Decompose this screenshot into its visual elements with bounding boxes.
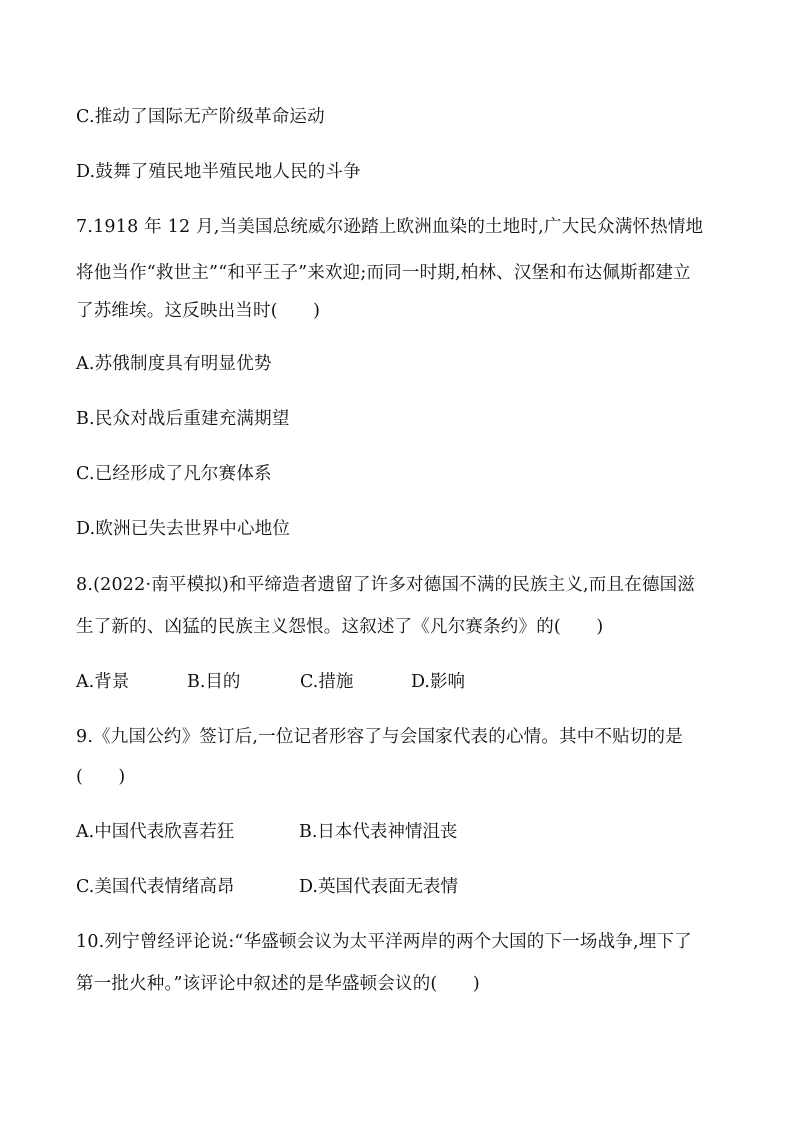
q7-option-a: A.苏俄制度具有明显优势 <box>76 354 272 374</box>
q9-option-c: C.美国代表情绪高昂 <box>76 877 235 897</box>
q7-option-b: B.民众对战后重建充满期望 <box>76 409 290 429</box>
q8-option-a: A.背景 <box>76 672 130 692</box>
q6-option-d: D.鼓舞了殖民地半殖民地人民的斗争 <box>76 162 361 182</box>
q7-option-d: D.欧洲已失去世界中心地位 <box>76 519 291 539</box>
q7-stem-line-3: 了苏维埃。这反映出当时( ) <box>76 301 321 321</box>
q10-stem-line-2: 第一批火种。”该评论中叙述的是华盛顿会议的( ) <box>76 974 480 994</box>
q8-option-d: D.影响 <box>411 672 465 692</box>
q9-option-d: D.英国代表面无表情 <box>299 877 458 897</box>
q9-stem-line-1: 9.《九国公约》签订后,一位记者形容了与会国家代表的心情。其中不贴切的是 <box>76 727 683 747</box>
q9-option-b: B.日本代表神情沮丧 <box>299 822 458 842</box>
q7-stem-line-1: 7.1918 年 12 月,当美国总统威尔逊踏上欧洲血染的土地时,广大民众满怀热情地 <box>76 217 704 237</box>
q9-option-a: A.中国代表欣喜若狂 <box>76 822 235 842</box>
q6-option-c: C.推动了国际无产阶级革命运动 <box>76 107 325 127</box>
q10-stem-line-1: 10.列宁曾经评论说:“华盛顿会议为太平洋两岸的两个大国的下一场战争,埋下了 <box>76 932 692 952</box>
q8-option-b: B.目的 <box>187 672 241 692</box>
q8-stem-line-2: 生了新的、凶猛的民族主义怨恨。这叙述了《凡尔赛条约》的( ) <box>76 617 604 637</box>
q8-option-c: C.措施 <box>300 672 354 692</box>
q7-option-c: C.已经形成了凡尔赛体系 <box>76 464 272 484</box>
q8-stem-line-1: 8.(2022·南平模拟)和平缔造者遗留了许多对德国不满的民族主义,而且在德国滋 <box>76 575 696 595</box>
q9-stem-line-2: ( ) <box>76 767 126 787</box>
q7-stem-line-2: 将他当作“救世主”“和平王子”来欢迎;而同一时期,柏林、汉堡和布达佩斯都建立 <box>76 263 691 283</box>
